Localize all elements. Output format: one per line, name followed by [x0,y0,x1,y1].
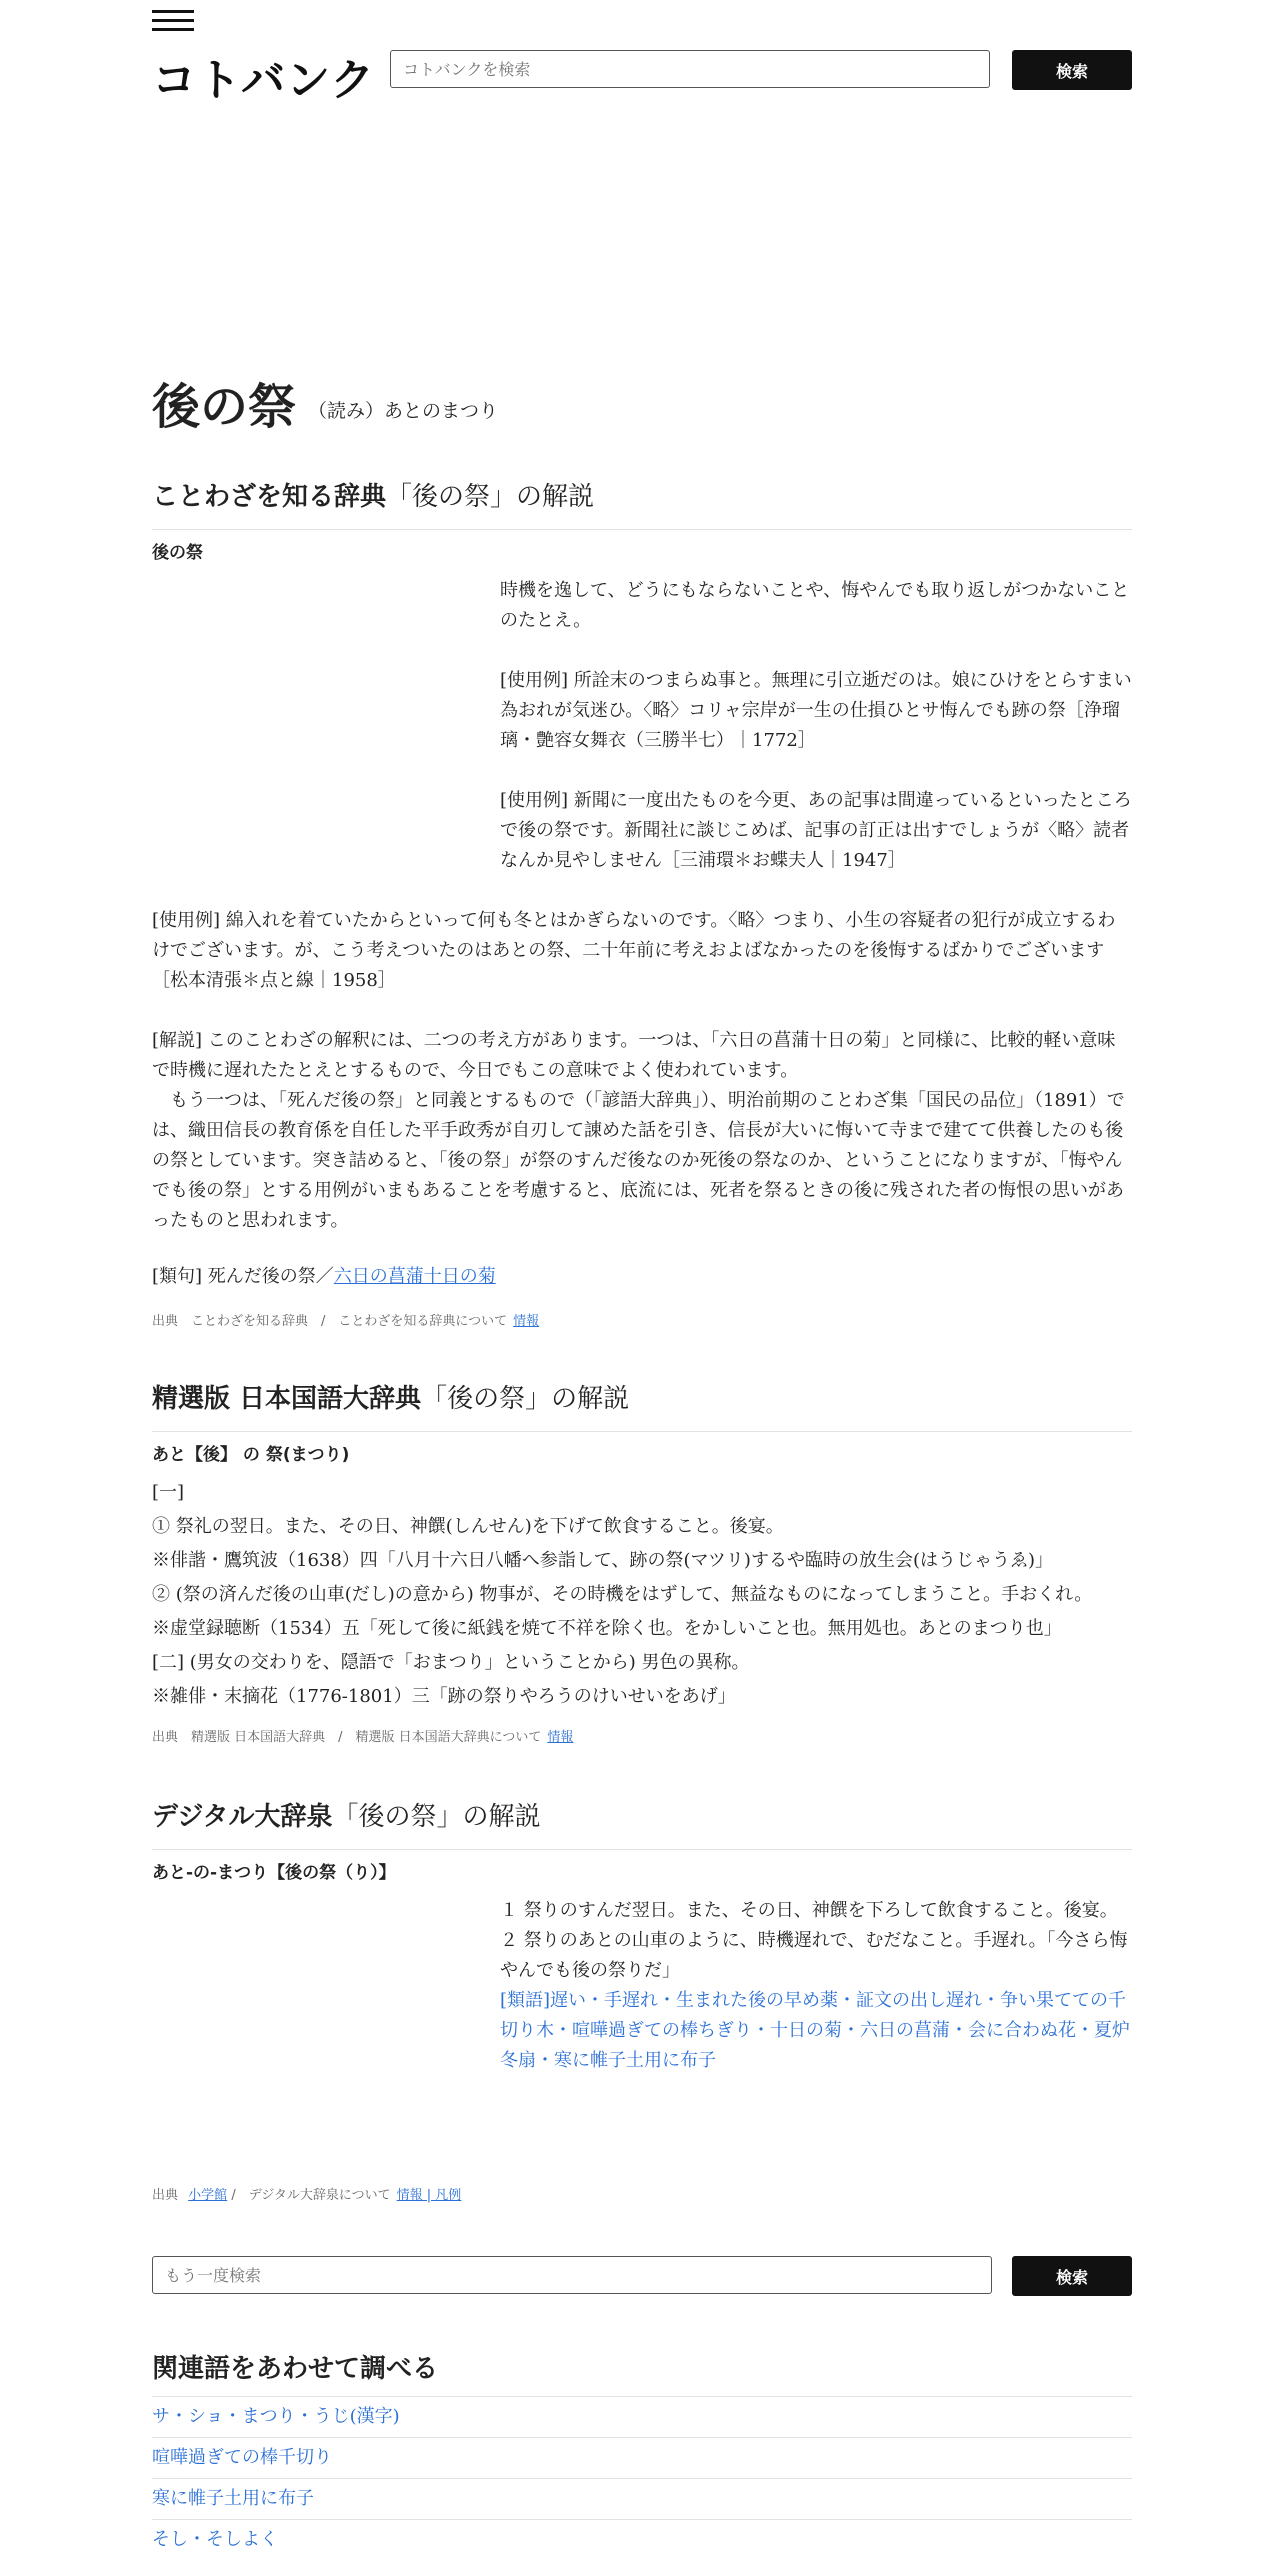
entry-title: あと【後】 の 祭(まつり) [152,1445,350,1465]
page-title: 後の祭 [152,379,297,435]
related-list [152,2396,1132,2560]
publisher-link[interactable]: 小学館 [188,2188,228,2203]
page-yomi: （読み）あとのまつり [308,400,499,422]
related-item[interactable]: そし・そしよく [152,2519,1132,2560]
info-link[interactable]: 情報 [513,1314,540,1329]
source-line: 出典 ことわざを知る辞典 / ことわざを知る辞典について 情報 [152,1314,540,1329]
menu-icon[interactable] [152,10,194,32]
usage-example: [使用例] 所詮末のつまらぬ事と。無理に引立逝だのは。娘にひけをとらすまい為おれが気迷ひ。〈略〉コリャ宗岸が一生の仕損ひとサ悔んでも跡の祭［浄瑠璃・艶容女舞衣（三勝半七）｜1772］ [500,670,1132,751]
synonym-links[interactable]: [類語]遅い・手遅れ・生まれた後の早め薬・証文の出し遅れ・争い果てての千切り木・喧嘩過ぎての棒ちぎり・十日の菊・六日の菖蒲・会に合わぬ花・夏炉冬扇・寒に帷子土用に布子 [500,1990,1130,2071]
info-link[interactable]: 情報 | 凡例 [396,2188,462,2203]
definition-item: ２ 祭りのあとの山車のように、時機遅れで、むだなこと。手遅れ。「今さら悔やんでも後の祭りだ」 [500,1930,1128,1981]
definition-list [152,1476,1132,1714]
definition-line: ② (祭の済んだ後の山車(だし)の意から) 物事が、その時機をはずして、無益なものになってしまうこと。手おくれ。 [152,1584,1093,1605]
commentary-text: [解説] このことわざの解釈には、二つの考え方があります。一つは、「六日の菖蒲十日の菊」と同様に、比較的軽い意味で時機に遅れたたとえとするもので、今日でもこの意味でよく使われています。 [152,1030,1116,1081]
definition-item: １ 祭りのすんだ翌日。また、その日、神饌を下ろして飲食すること。後宴。 [500,1900,1118,1921]
search-again-button[interactable]: 検索 [1012,2256,1132,2296]
entry-title: 後の祭 [152,543,203,563]
definition-line: [一] [152,1482,185,1503]
search-input[interactable] [390,50,990,88]
related-item[interactable]: 寒に帷子土用に布子 [152,2478,1132,2519]
definition-line: ※虚堂録聴断（1534）五「死して後に紙銭を焼て不祥を除く也。をかしいこと也。無用処也。あとのまつり也」 [152,1618,1062,1639]
related-heading: 関連語をあわせて調べる [152,2354,439,2384]
related-item[interactable]: 喧嘩過ぎての棒千切り [152,2437,1132,2478]
section-heading-daijisen: デジタル大辞泉「後の祭」の解説 [152,1796,1132,1850]
site-logo[interactable]: コトバンク [152,55,376,106]
search-again-input[interactable] [152,2256,992,2294]
section-heading-kotowaza: ことわざを知る辞典「後の祭」の解説 [152,476,1132,530]
entry-title: あと-の-まつり【後の祭（り）】 [152,1863,396,1883]
usage-example: [使用例] 綿入れを着ていたからといって何も冬とはかぎらないのです。〈略〉つまり、小生の容疑者の犯行が成立するわけでございます。が、こう考えついたのはあとの祭、二十年前に考えおよばなかったのを後悔するばかりでございます［松本清張＊点と線｜1958］ [152,910,1116,991]
commentary-text: もう一つは、「死んだ後の祭」と同義とするもので（「諺語大辞典」）、明治前期のことわざ集「国民の品位」（1891）では、織田信長の教育係を自任した平手政秀が自刃して諌めた話を引き、信長が大いに悔いて寺まで建てて供養したのも後の祭としています。突き詰めると、「後の祭」が祭のすんだ後なのか死後の祭なのか、ということになりますが、「悔やんでも後の祭」とする用例がいまもあることを考慮すると、底流には、死者を祭るときの後に残された者の悔恨の思いがあったものと思われます。 [152,1090,1125,1231]
source-line: 出典 精選版 日本国語大辞典 / 精選版 日本国語大辞典について 情報 [152,1730,574,1745]
search-button[interactable]: 検索 [1012,50,1132,90]
definition-line: ※俳諧・鷹筑波（1638）四「八月十六日八幡へ参詣して、跡の祭(マツリ)するや臨時の放生会(はうじゃうゑ)」 [152,1550,1053,1571]
definition-line: [二] (男女の交わりを、隠語で「おまつり」ということから) 男色の異称。 [152,1652,750,1673]
related-link[interactable]: 六日の菖蒲十日の菊 [333,1266,496,1287]
related-item[interactable]: サ・ショ・まつり・うじ(漢字) [152,2396,1132,2437]
similar-phrases: [類句] 死んだ後の祭／六日の菖蒲十日の菊 [152,1266,496,1287]
definition-text: 時機を逸して、どうにもならないことや、悔やんでも取り返しがつかないことのたとえ。 [500,580,1130,631]
info-link[interactable]: 情報 [547,1730,574,1745]
source-line: 出典 小学館 / デジタル大辞泉について 情報 | 凡例 [152,2188,462,2203]
definition-line: ① 祭礼の翌日。また、その日、神饌(しんせん)を下げて飲食すること。後宴。 [152,1516,784,1537]
section-heading-nikkoku: 精選版 日本国語大辞典「後の祭」の解説 [152,1378,1132,1432]
usage-example: [使用例] 新聞に一度出たものを今更、あの記事は間違っているといったところで後の祭です。新聞社に談じこめば、記事の訂正は出すでしょうが〈略〉読者なんか見やしません［三浦環＊お蝶夫人｜1947］ [500,790,1132,871]
definition-line: ※雑俳・末摘花（1776-1801）三「跡の祭りやろうのけいせいをあげ」 [152,1686,736,1707]
